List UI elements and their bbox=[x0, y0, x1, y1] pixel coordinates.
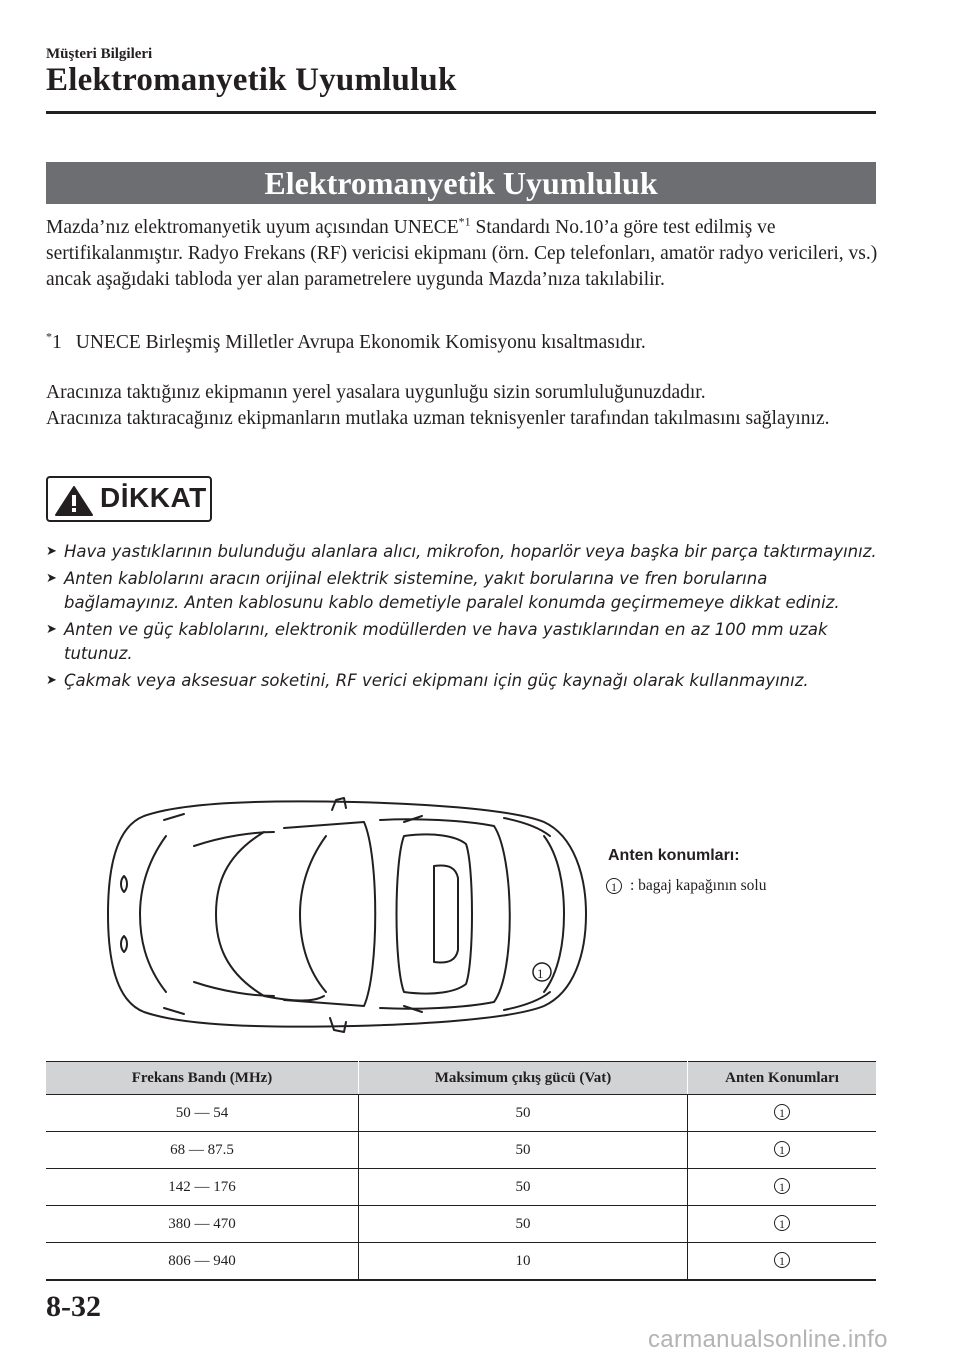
section-banner: Elektromanyetik Uyumluluk bbox=[46, 162, 876, 204]
page-number: 8-32 bbox=[46, 1290, 101, 1323]
header-antenna-location: Anten Konumları bbox=[688, 1062, 877, 1095]
responsibility-line-2: Aracınıza taktıracağınız ekipmanların mutlaka uzman teknisyenler tarafından takılmasını sağlayınız. bbox=[46, 408, 830, 429]
arrowhead-right-icon: ➤ bbox=[46, 544, 57, 559]
cell-location bbox=[688, 1243, 877, 1281]
cell-frequency: 68 — 87.5 bbox=[46, 1132, 359, 1169]
section-label: Müşteri Bilgileri bbox=[46, 46, 153, 62]
warning-item-text: Çakmak veya aksesuar soketini, RF verici ekipmanı için güç kaynağı olarak kullanmayınız. bbox=[64, 671, 809, 690]
table-header-row bbox=[46, 1062, 876, 1095]
location-number: 1 bbox=[774, 1141, 790, 1157]
callout-item bbox=[606, 877, 766, 895]
cell-power: 50 bbox=[359, 1169, 688, 1206]
intro-text-start: Mazda’nız elektromanyetik uyum açısından UNECE bbox=[46, 217, 459, 238]
table-row bbox=[46, 1206, 876, 1243]
cell-location bbox=[688, 1132, 877, 1169]
cell-power: 50 bbox=[359, 1206, 688, 1243]
location-number: 1 bbox=[774, 1178, 790, 1194]
arrowhead-right-icon: ➤ bbox=[46, 673, 57, 688]
header-power: Maksimum çıkış gücü (Vat) bbox=[359, 1062, 688, 1095]
table-row bbox=[46, 1243, 876, 1281]
footnote-text: UNECE Birleşmiş Milletler Avrupa Ekonomik Komisyonu kısaltmasıdır. bbox=[75, 332, 646, 353]
cell-location bbox=[688, 1169, 877, 1206]
responsibility-line-1: Aracınıza taktığınız ekipmanın yerel yasalara uygunluğu sizin sorumluluğunuzdadır. bbox=[46, 382, 706, 403]
chapter-title: Elektromanyetik Uyumluluk bbox=[46, 62, 457, 98]
cell-power: 50 bbox=[359, 1095, 688, 1132]
table-row bbox=[46, 1169, 876, 1206]
callout-title: Anten konumları: bbox=[608, 847, 740, 864]
responsibility-paragraph bbox=[46, 380, 886, 432]
cell-frequency: 142 — 176 bbox=[46, 1169, 359, 1206]
cell-location bbox=[688, 1206, 877, 1243]
frequency-table bbox=[46, 1061, 876, 1281]
header-rule bbox=[46, 111, 876, 114]
footnote-mark: * bbox=[46, 329, 52, 344]
warning-item-text: Anten ve güç kablolarını, elektronik modüllerden ve hava yastıklarından en az 100 mm uzak tutunuz. bbox=[64, 620, 828, 663]
cell-power: 50 bbox=[359, 1132, 688, 1169]
cell-location bbox=[688, 1095, 877, 1132]
footnote-reference: *1 bbox=[458, 214, 471, 229]
location-number: 1 bbox=[774, 1252, 790, 1268]
watermark: carmanualsonline.info bbox=[648, 1326, 888, 1353]
warning-item bbox=[46, 567, 886, 615]
warning-item-text: Hava yastıklarının bulunduğu alanlara alıcı, mikrofon, hoparlör veya başka bir parça taktırmayınız. bbox=[64, 542, 877, 561]
intro-text-end: Standardı No.10’a göre test edilmiş ve sertifikalanmıştır. Radyo Frekans (RF) vericisi ekipmanı (örn. Cep telefonları, amatör radyo vericileri, vs.) ancak aşağıdaki tabloda yer alan parametrelere uygunda Mazda’nıza takılabilir. bbox=[46, 217, 878, 290]
callout-text: : bagaj kapağının solu bbox=[630, 877, 767, 894]
warning-list bbox=[46, 540, 886, 696]
location-number: 1 bbox=[774, 1215, 790, 1231]
warning-item bbox=[46, 669, 886, 693]
location-number: 1 bbox=[774, 1104, 790, 1120]
table-row bbox=[46, 1095, 876, 1132]
intro-paragraph bbox=[46, 215, 886, 293]
table-row bbox=[46, 1132, 876, 1169]
warning-item bbox=[46, 618, 886, 666]
warning-label-box bbox=[46, 476, 212, 522]
antenna-marker-number: 1 bbox=[537, 966, 544, 981]
header-frequency: Frekans Bandı (MHz) bbox=[46, 1062, 359, 1095]
warning-label: DİKKAT bbox=[100, 482, 207, 513]
cell-frequency: 380 — 470 bbox=[46, 1206, 359, 1243]
arrowhead-right-icon: ➤ bbox=[46, 622, 57, 637]
footnote-number: 1 bbox=[52, 332, 62, 353]
warning-triangle-icon bbox=[54, 485, 94, 517]
cell-frequency: 50 — 54 bbox=[46, 1095, 359, 1132]
cell-power: 10 bbox=[359, 1243, 688, 1281]
cell-frequency: 806 — 940 bbox=[46, 1243, 359, 1281]
arrowhead-right-icon: ➤ bbox=[46, 571, 57, 586]
footnote bbox=[46, 330, 646, 356]
warning-item bbox=[46, 540, 886, 564]
car-top-view-illustration bbox=[104, 796, 604, 1036]
warning-item-text: Anten kablolarını aracın orijinal elektrik sistemine, yakıt borularına ve fren borularına bağlamayınız. Anten kablosunu kablo demetiyle paralel konumda geçirmemeye dikkat ediniz. bbox=[64, 569, 840, 612]
callout-number: 1 bbox=[606, 878, 622, 894]
